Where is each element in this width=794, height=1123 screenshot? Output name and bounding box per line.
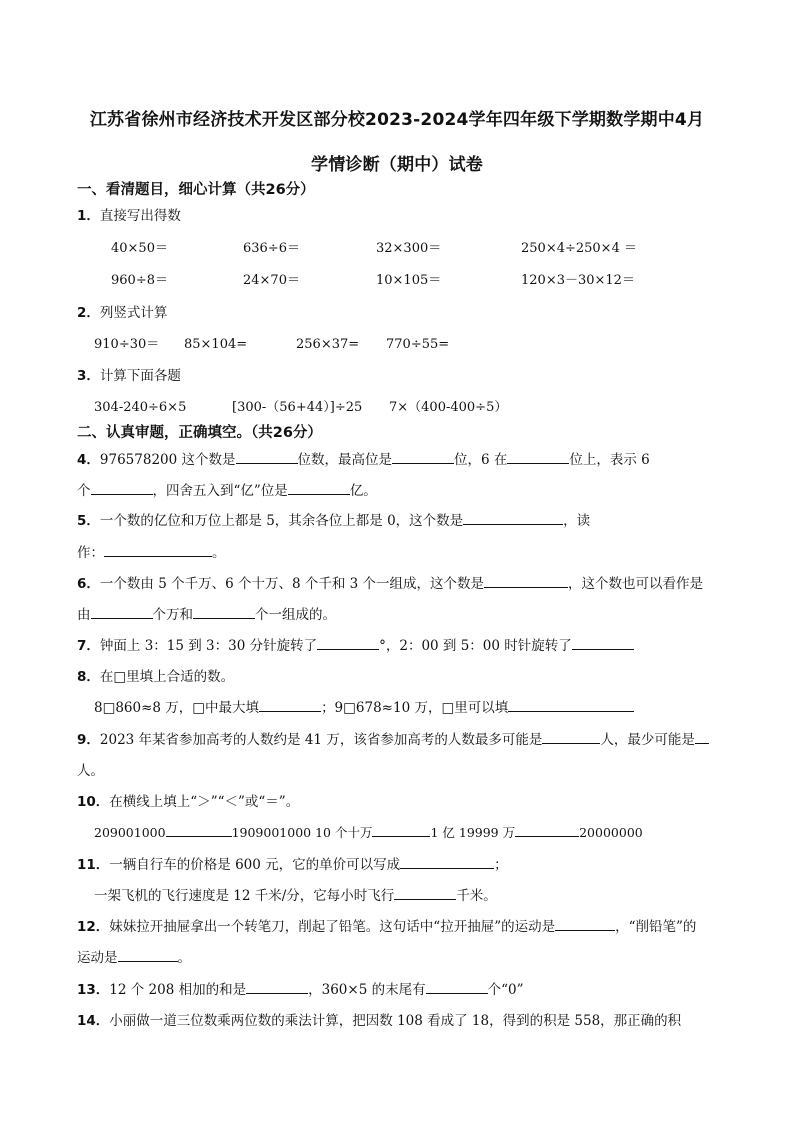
- question-number: 2．: [77, 305, 100, 321]
- calc-item: 910÷30＝: [94, 337, 160, 352]
- answer-blank[interactable]: [91, 605, 153, 619]
- exam-title-line1: 江苏省徐州市经济技术开发区部分校2023-2024学年四年级下学期数学期中4月: [89, 110, 705, 130]
- question-text: 运动是: [77, 950, 118, 966]
- question-text: ，“削铅笔”的: [615, 919, 697, 935]
- answer-blank[interactable]: [507, 450, 569, 464]
- section1-heading: 一、看清题目，细心计算（共26分）: [77, 182, 315, 198]
- question-text: ；9□678≈10 万，□里可以填: [321, 700, 509, 716]
- question-10-cont: [94, 823, 643, 843]
- question-text: °，2：00 到 5：00 时针旋转了: [379, 638, 572, 654]
- question-text: 一个数由 5 个千万、6 个十万、8 个千和 3 个一组成，这个数是: [99, 576, 485, 592]
- question-text: 976578200 这个数是: [99, 452, 236, 468]
- calc-item: 24×70＝: [243, 273, 300, 288]
- question-number: 7．: [77, 638, 100, 654]
- question-text: 计算下面各题: [99, 368, 181, 384]
- question-text: 在横线上填上“＞”“＜”或“＝”。: [109, 794, 300, 810]
- question-7: [77, 636, 634, 656]
- question-number: 1．: [77, 208, 100, 224]
- question-text: 妹妹拉开抽屉拿出一个转笔刀，削起了铅笔。这句话中“拉开抽屉”的运动是: [109, 919, 556, 935]
- question-9-cont: [77, 761, 104, 781]
- question-number: 12．: [77, 919, 110, 935]
- question-text: 位上，表示 6: [569, 452, 650, 468]
- question-text: ，读: [563, 513, 591, 529]
- question-number: 10．: [77, 794, 110, 810]
- question-text: 千米。: [456, 888, 497, 904]
- answer-blank[interactable]: [288, 481, 350, 495]
- question-text: ，360×5 的末尾有: [308, 982, 426, 998]
- section2-heading: 二、认真审题，正确填空。（共26分）: [77, 425, 322, 441]
- question-6-cont: [77, 605, 336, 625]
- question-number: 4．: [77, 452, 100, 468]
- calc-item: 40×50＝: [111, 241, 168, 256]
- question-text: 个: [77, 483, 91, 499]
- question-text: 人。: [77, 763, 104, 779]
- calc-item: 32×300＝: [376, 241, 442, 256]
- question-4-cont: [77, 481, 377, 501]
- answer-blank[interactable]: [515, 823, 579, 837]
- calc-item: 7×（400-400÷5）: [389, 400, 508, 415]
- question-8: [77, 667, 234, 687]
- question-text: 位，6 在: [454, 452, 508, 468]
- calc-item: 120×3－30×12＝: [521, 273, 635, 288]
- question-11: [77, 855, 508, 875]
- question-text: 2023 年某省参加高考的人数约是 41 万，该省参加高考的人数最多可能是: [99, 732, 543, 748]
- calc-item: 250×4÷250×4 ＝: [521, 241, 637, 256]
- question-text: 8□860≈8 万，□中最大填: [94, 700, 260, 716]
- question-text: 个万和: [152, 607, 193, 623]
- answer-blank[interactable]: [372, 823, 430, 837]
- answer-blank[interactable]: [317, 636, 379, 650]
- calc-item: [300-（56+44）]÷25: [232, 400, 363, 415]
- question-11-cont: [94, 886, 497, 906]
- question-number: 6．: [77, 576, 100, 592]
- question-2: [77, 303, 167, 323]
- calc-item: 636÷6＝: [243, 241, 300, 256]
- question-13: [77, 980, 524, 1000]
- answer-blank[interactable]: [259, 698, 321, 712]
- question-text: 钟面上 3：15 到 3：30 分针旋转了: [99, 638, 318, 654]
- question-4: [77, 450, 650, 470]
- answer-blank[interactable]: [246, 980, 308, 994]
- calc-item: 304-240÷6×5: [94, 400, 187, 415]
- question-number: 5．: [77, 513, 100, 529]
- question-text: 12 个 208 相加的和是: [109, 982, 247, 998]
- question-text: 列竖式计算: [99, 305, 168, 321]
- calc-item: 960÷8＝: [111, 273, 168, 288]
- calc-item: 85×104=: [184, 337, 248, 352]
- question-5: [77, 511, 590, 531]
- question-text: 1 亿 19999 万: [430, 825, 516, 840]
- question-number: 8．: [77, 669, 100, 685]
- question-5-cont: [77, 543, 226, 563]
- question-text: 209001000: [94, 825, 166, 840]
- question-text: 小丽做一道三位数乘两位数的乘法计算，把因数 108 看成了 18，得到的积是 558，那正确的积: [109, 1013, 682, 1029]
- question-text: 。: [177, 950, 191, 966]
- question-text: 个“0”: [487, 982, 524, 998]
- answer-blank[interactable]: [236, 450, 298, 464]
- calc-item: 10×105＝: [376, 273, 442, 288]
- question-number: 13．: [77, 982, 110, 998]
- answer-blank[interactable]: [193, 605, 255, 619]
- answer-blank[interactable]: [426, 980, 488, 994]
- answer-blank[interactable]: [118, 948, 178, 962]
- answer-blank[interactable]: [508, 698, 634, 712]
- question-number: 3．: [77, 368, 100, 384]
- question-text: ，四舍五入到“亿”位是: [152, 483, 288, 499]
- question-text: ；: [494, 857, 508, 873]
- question-text: 个一组成的。: [255, 607, 336, 623]
- answer-blank[interactable]: [166, 823, 232, 837]
- question-1: [77, 206, 181, 226]
- answer-blank[interactable]: [484, 574, 568, 588]
- question-text: ，这个数也可以看作是: [568, 576, 704, 592]
- question-text: 由: [77, 607, 91, 623]
- answer-blank[interactable]: [463, 511, 563, 525]
- question-text: 在□里填上合适的数。: [99, 669, 235, 685]
- question-text: 。: [212, 545, 226, 561]
- question-number: 9．: [77, 732, 100, 748]
- question-number: 11．: [77, 857, 110, 873]
- question-3: [77, 366, 181, 386]
- question-12-cont: [77, 948, 191, 968]
- calc-item: 770÷55=: [386, 337, 450, 352]
- answer-blank[interactable]: [392, 450, 454, 464]
- question-9: [77, 730, 709, 750]
- answer-blank[interactable]: [91, 481, 153, 495]
- question-text: 一个数的亿位和万位上都是 5，其余各位上都是 0，这个数是: [99, 513, 464, 529]
- question-text: 亿。: [349, 483, 377, 499]
- answer-blank[interactable]: [400, 855, 494, 869]
- exam-title-line2: 学情诊断（期中）试卷: [311, 155, 483, 175]
- answer-blank[interactable]: [555, 917, 615, 931]
- answer-blank[interactable]: [695, 730, 709, 744]
- answer-blank[interactable]: [394, 886, 456, 900]
- question-text: 一辆自行车的价格是 600 元，它的单价可以写成: [109, 857, 401, 873]
- question-text: 一架飞机的飞行速度是 12 千米/分，它每小时飞行: [94, 888, 395, 904]
- question-14: [77, 1011, 681, 1031]
- answer-blank[interactable]: [572, 636, 634, 650]
- question-text: 人，最少可能是: [600, 732, 695, 748]
- question-number: 14．: [77, 1013, 110, 1029]
- question-text: 1909001000 10 个十万: [231, 825, 373, 840]
- calc-item: 256×37=: [296, 337, 360, 352]
- answer-blank[interactable]: [542, 730, 600, 744]
- question-12: [77, 917, 696, 937]
- question-text: 作：: [77, 545, 104, 561]
- question-6: [77, 574, 703, 594]
- question-10: [77, 792, 299, 812]
- answer-blank[interactable]: [104, 543, 212, 557]
- question-8-cont: [94, 698, 634, 718]
- question-text: 直接写出得数: [99, 208, 181, 224]
- question-text: 20000000: [579, 825, 643, 840]
- question-text: 位数，最高位是: [297, 452, 392, 468]
